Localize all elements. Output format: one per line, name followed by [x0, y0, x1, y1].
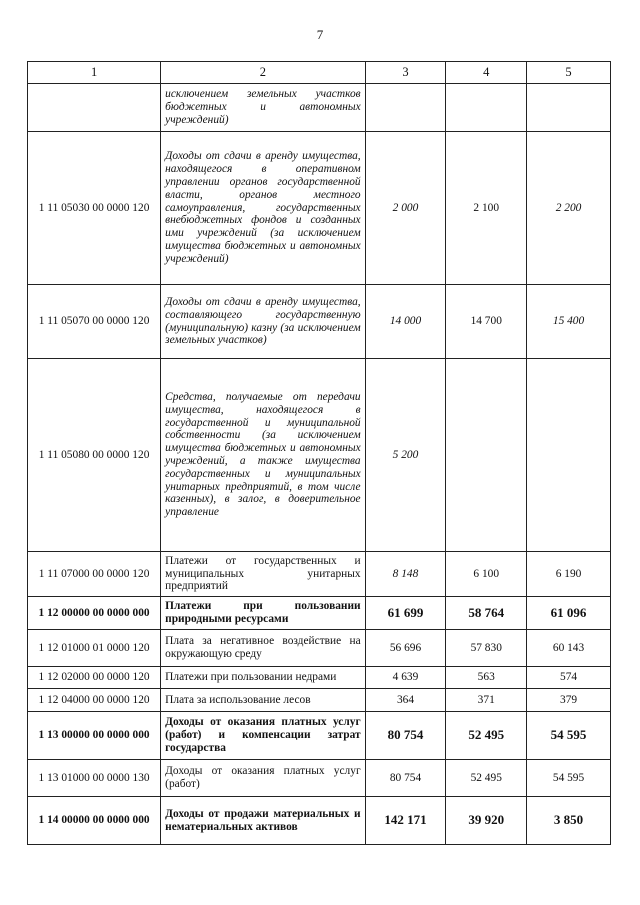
column-header-3: 3 — [365, 62, 446, 84]
row-name: Средства, получаемые от передачи имущества, находящегося в государственной и муниципальной собственности (за исключением имущества бюджетных и автономных учреждений, а также имущества государственных и муниципальных унитарных предприятий, в том числе казенных), в залог, в доверительное управление — [161, 359, 365, 552]
table-row — [28, 689, 611, 712]
row-value-4: 57 830 — [446, 630, 527, 667]
row-value-4: 14 700 — [446, 285, 527, 359]
row-value-4 — [446, 84, 527, 132]
row-code: 1 13 00000 00 0000 000 — [28, 712, 161, 760]
column-header-4: 4 — [446, 62, 527, 84]
row-value-5: 54 595 — [527, 712, 611, 760]
row-code: 1 12 01000 01 0000 120 — [28, 630, 161, 667]
row-value-5 — [527, 359, 611, 552]
row-value-3: 8 148 — [365, 552, 446, 597]
row-value-4: 52 495 — [446, 712, 527, 760]
row-value-4: 2 100 — [446, 132, 527, 285]
row-name: Доходы от оказания платных услуг (работ) и компенсации затрат государства — [161, 712, 365, 760]
row-code: 1 11 07000 00 0000 120 — [28, 552, 161, 597]
row-value-3: 80 754 — [365, 712, 446, 760]
row-value-4: 6 100 — [446, 552, 527, 597]
row-value-3: 14 000 — [365, 285, 446, 359]
row-value-3: 364 — [365, 689, 446, 712]
row-value-5: 574 — [527, 667, 611, 689]
row-name: Доходы от продажи материальных и нематериальных активов — [161, 797, 365, 845]
row-value-3: 80 754 — [365, 760, 446, 797]
row-name: Плата за использование лесов — [161, 689, 365, 712]
table-row — [28, 760, 611, 797]
row-value-3: 142 171 — [365, 797, 446, 845]
row-value-3: 61 699 — [365, 597, 446, 630]
row-value-3 — [365, 84, 446, 132]
row-value-5 — [527, 84, 611, 132]
table-row — [28, 552, 611, 597]
row-code: 1 13 01000 00 0000 130 — [28, 760, 161, 797]
row-name: Плата за негативное воздействие на окружающую среду — [161, 630, 365, 667]
column-header-2: 2 — [161, 62, 365, 84]
table-header-row — [28, 62, 611, 84]
row-code: 1 12 04000 00 0000 120 — [28, 689, 161, 712]
row-value-5: 54 595 — [527, 760, 611, 797]
row-value-5: 61 096 — [527, 597, 611, 630]
row-name: Платежи при пользовании недрами — [161, 667, 365, 689]
row-value-3: 2 000 — [365, 132, 446, 285]
row-name: Платежи от государственных и муниципальных унитарных предприятий — [161, 552, 365, 597]
row-value-5: 379 — [527, 689, 611, 712]
row-code: 1 11 05070 00 0000 120 — [28, 285, 161, 359]
row-name: Доходы от сдачи в аренду имущества, составляющего государственную (муниципальную) казну (за исключением земельных участков) — [161, 285, 365, 359]
row-value-4: 39 920 — [446, 797, 527, 845]
table-row — [28, 285, 611, 359]
column-header-5: 5 — [527, 62, 611, 84]
row-name: исключением земельных участков бюджетных и автономных учреждений) — [161, 84, 365, 132]
row-name: Доходы от сдачи в аренду имущества, находящегося в оперативном управлении органов государственной власти, органов местного самоуправления, государственных внебюджетных фондов и созданных ими учреждений (за исключением имущества бюджетных и автономных учреждений) — [161, 132, 365, 285]
row-value-4: 52 495 — [446, 760, 527, 797]
row-value-5: 15 400 — [527, 285, 611, 359]
row-code: 1 12 00000 00 0000 000 — [28, 597, 161, 630]
row-value-5: 6 190 — [527, 552, 611, 597]
table-row — [28, 712, 611, 760]
revenue-table — [27, 61, 611, 845]
row-code: 1 11 05030 00 0000 120 — [28, 132, 161, 285]
row-value-3: 4 639 — [365, 667, 446, 689]
row-code: 1 12 02000 00 0000 120 — [28, 667, 161, 689]
row-value-3: 5 200 — [365, 359, 446, 552]
table-row — [28, 132, 611, 285]
column-header-1: 1 — [28, 62, 161, 84]
table-row — [28, 630, 611, 667]
row-value-4 — [446, 359, 527, 552]
table-row — [28, 597, 611, 630]
row-code — [28, 84, 161, 132]
row-code: 1 14 00000 00 0000 000 — [28, 797, 161, 845]
row-value-4: 58 764 — [446, 597, 527, 630]
row-value-3: 56 696 — [365, 630, 446, 667]
row-name: Платежи при пользовании природными ресурсами — [161, 597, 365, 630]
table-row — [28, 84, 611, 132]
row-value-4: 371 — [446, 689, 527, 712]
row-value-5: 2 200 — [527, 132, 611, 285]
row-name: Доходы от оказания платных услуг (работ) — [161, 760, 365, 797]
row-value-4: 563 — [446, 667, 527, 689]
table-row — [28, 667, 611, 689]
page-number: 7 — [316, 27, 324, 42]
row-value-5: 60 143 — [527, 630, 611, 667]
table-row — [28, 359, 611, 552]
row-value-5: 3 850 — [527, 797, 611, 845]
row-code: 1 11 05080 00 0000 120 — [28, 359, 161, 552]
table-row — [28, 797, 611, 845]
